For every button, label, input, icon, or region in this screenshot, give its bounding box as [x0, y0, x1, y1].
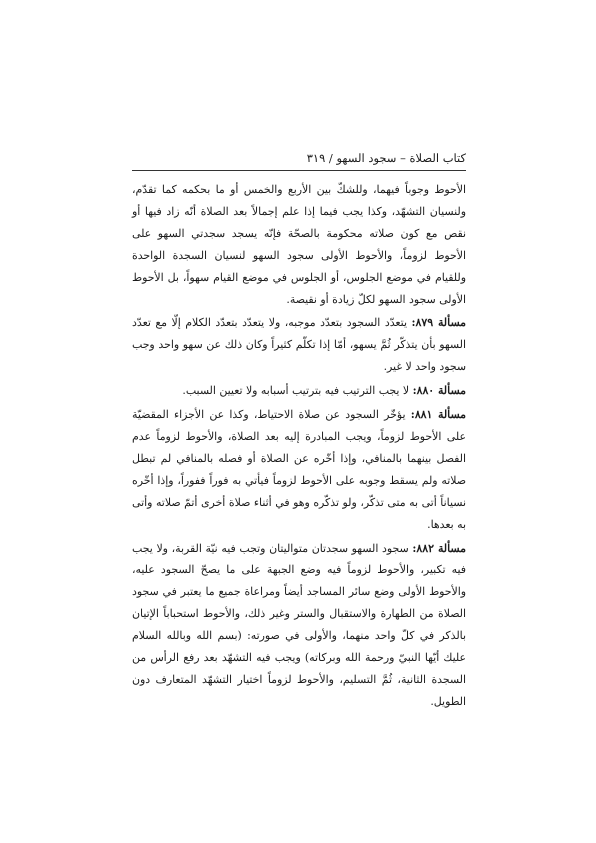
- masala-label: مسألة ٨٧٩:: [411, 316, 466, 330]
- paragraph-masala-879: [132, 312, 466, 378]
- paragraph-text: سجود السهو سجدتان متواليتان وتجب فيه نيّة القربة، ولا يجب فيه تكبير، والأحوط لزوماً فيه وضع الجبهة على ما يصحّ السجود عليه، والأحوط الأولى وضع سائر المساجد أيضاً ومراعاة جميع ما يعتبر في سجود الصلاة من الطهارة والاستقبال والستر وغير ذلك، والأحوط استحباباً الإتيان بالذكر في كلّ واحد منهما، والأولى في صورته: (بسم الله وبالله السلام عليك أيّها النبيّ ورحمة الله وبركاته) ويجب فيه التشهّد بعد رفع الرأس من السجدة الثانية، ثُمَّ التسليم، والأحوط لزوماً اختيار التشهّد المتعارف دون الطويل.: [132, 541, 466, 708]
- masala-label: مسألة ٨٨٢:: [412, 541, 466, 555]
- page-body: [132, 179, 466, 715]
- header-rule: [132, 170, 466, 171]
- paragraph-text: الأحوط وجوباً فيهما، وللشكّ بين الأربع والخمس أو ما بحكمه كما تقدّم، ولنسيان التشهّد، وكذا يجب فيما إذا علم إجمالاً بعد الصلاة أنّه زاد فيها أو نقص مع كون صلاته محكومة بالصحّة فإنّه يسجد سجدتي السهو على الأحوط لزوماً، والأحوط الأولى سجود السهو لنسيان السجدة الواحدة وللقيام في موضع الجلوس، أو الجلوس في موضع القيام سهواً، بل الأحوط الأولى سجود السهو لكلّ زيادة أو نقيصة.: [132, 183, 466, 306]
- masala-label: مسألة ٨٨١:: [410, 408, 467, 422]
- paragraph-intro: [132, 179, 466, 310]
- masala-label: مسألة ٨٨٠:: [412, 384, 466, 398]
- paragraph-text: يؤخّر السجود عن صلاة الاحتياط، وكذا عن الأجزاء المقضيّة على الأحوط لزوماً، ويجب المبادرة إليه بعد الصلاة، والأحوط لزوماً عدم الفصل بينهما بالمنافي، وإذا أخّره عن الصلاة أو فصله بالمنافي لم تبطل صلاته ولم يسقط وجوبه على الأحوط لزوماً فيأتي به فوراً ففوراً، وإذا أخّره نسياناً أتى به متى تذكّر، ولو تذكّره وهو في أثناء صلاة أخرى أتمّ صلاته وأتى به بعدها.: [132, 408, 466, 531]
- paragraph-masala-882: [132, 538, 466, 713]
- running-header: كتاب الصلاة – سجود السهو / ٣١٩: [306, 151, 466, 165]
- paragraph-masala-880: [132, 380, 466, 402]
- paragraph-masala-881: [132, 404, 466, 535]
- paragraph-text: يتعدّد السجود بتعدّد موجبه، ولا يتعدّد بتعدّد الكلام إلّا مع تعدّد السهو بأن يتذكّر ثُمَّ يسهو، أمّا إذا تكلّم كثيراً وكان ذلك عن سهو واحد وجب سجود واحد لا غير.: [132, 316, 466, 374]
- paragraph-text: لا يجب الترتيب فيه بترتيب أسبابه ولا تعيين السبب.: [182, 384, 413, 398]
